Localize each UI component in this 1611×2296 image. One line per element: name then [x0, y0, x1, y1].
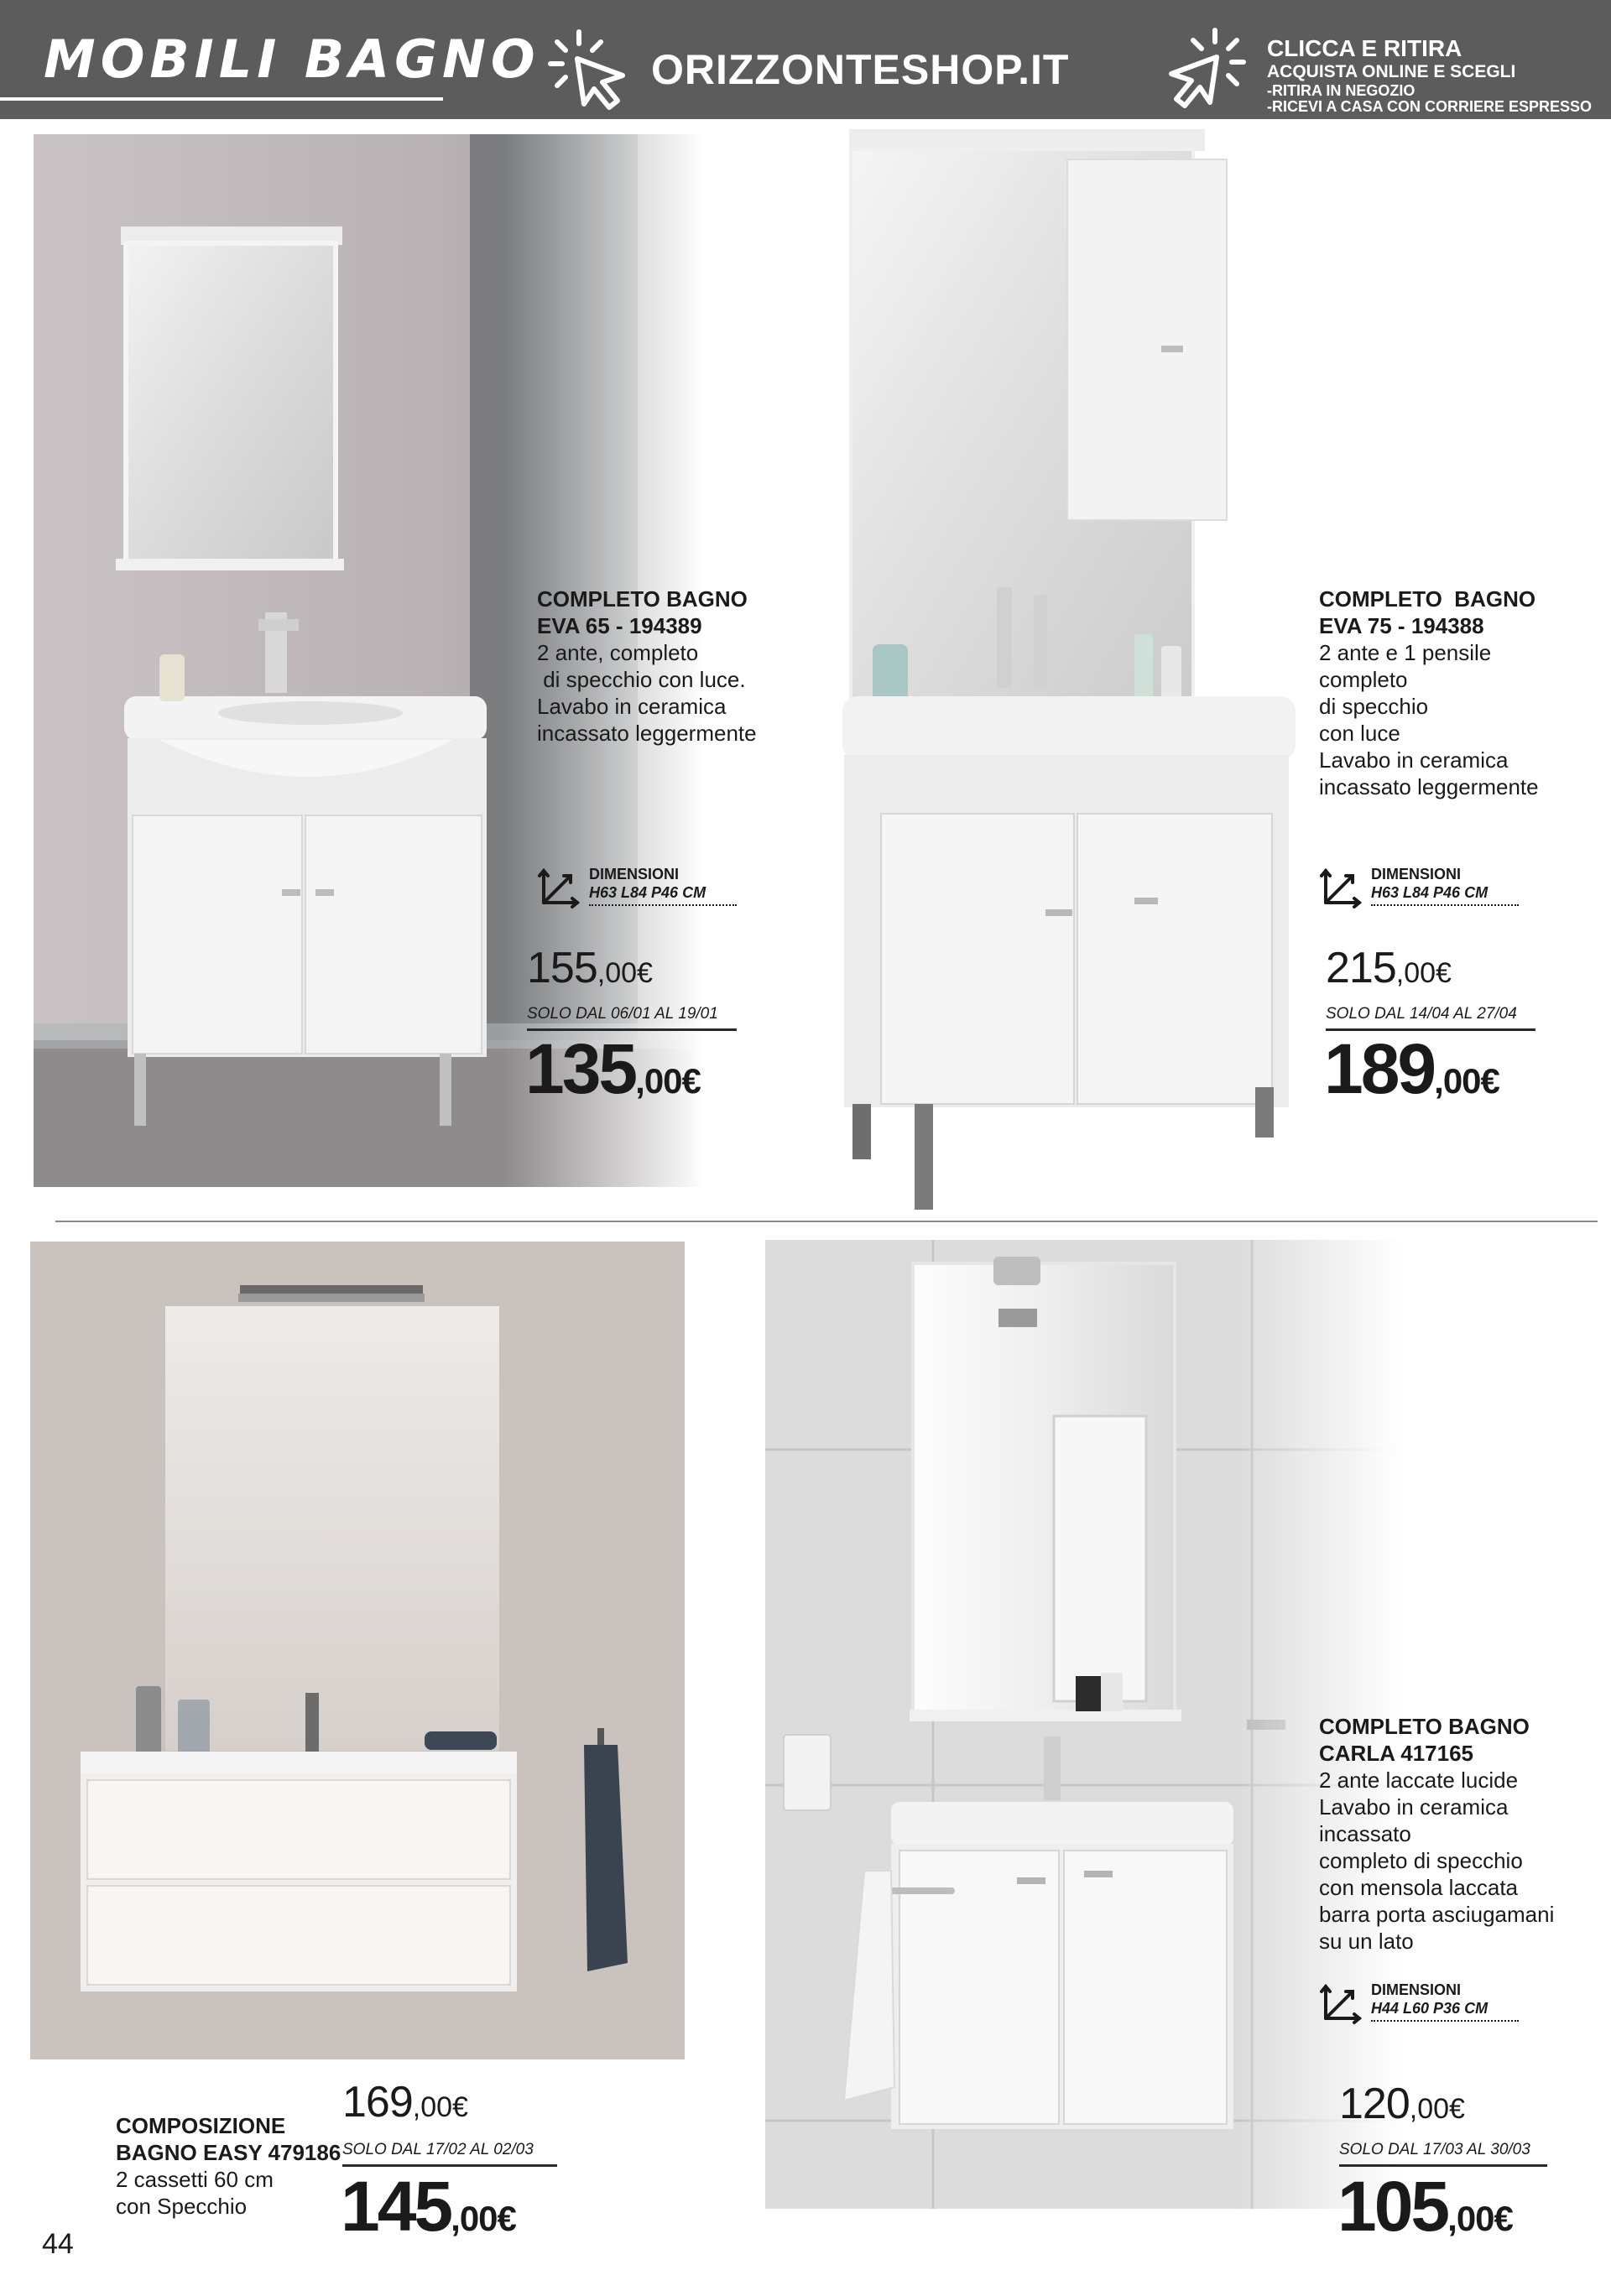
product-description — [537, 586, 757, 747]
site-link[interactable]: ORIZZONTESHOP.IT — [651, 46, 1070, 93]
dimensions-block — [1319, 1975, 1520, 2033]
old-price: 155,00€ — [527, 944, 653, 992]
product-title: COMPOSIZIONE — [116, 2113, 286, 2138]
old-price: 169,00€ — [342, 2078, 468, 2127]
dimensions-label: DIMENSIONI — [1371, 866, 1462, 882]
product-code: EVA 65 - 194389 — [537, 613, 702, 638]
click-collect-line: ACQUISTA ONLINE E SCEGLI — [1267, 62, 1516, 81]
product-feature: 2 cassetti 60 cm — [116, 2167, 274, 2192]
old-price: 215,00€ — [1326, 944, 1452, 992]
product-description — [1319, 586, 1539, 800]
dimensions-label: DIMENSIONI — [1371, 1981, 1462, 1998]
product-feature: barra porta asciugamani — [1319, 1902, 1555, 1927]
product-feature: Lavabo in ceramica — [537, 694, 727, 719]
product-feature: completo di specchio — [1319, 1848, 1523, 1873]
cursor-click-icon — [545, 27, 633, 114]
product-photo-easy — [30, 1242, 685, 2059]
product-feature: di specchio — [1319, 694, 1429, 719]
click-collect-line: -RITIRA IN NEGOZIO — [1267, 82, 1415, 99]
offer-period: SOLO DAL 14/04 AL 27/04 — [1326, 1005, 1535, 1031]
click-collect-title: CLICCA E RITIRA — [1267, 35, 1462, 61]
product-title: COMPLETO BAGNO — [1319, 1714, 1530, 1739]
dimensions-value: H63 L84 P46 CM — [589, 884, 737, 906]
dimensions-icon — [1319, 866, 1363, 909]
product-feature: di specchio con luce. — [537, 667, 746, 692]
product-feature: completo — [1319, 667, 1408, 692]
dimensions-value: H63 L84 P46 CM — [1371, 884, 1519, 906]
product-feature: incassato — [1319, 1821, 1411, 1846]
product-feature: 2 ante laccate lucide — [1319, 1768, 1519, 1793]
sale-price: 135,00€ — [525, 1029, 701, 1108]
dimensions-icon — [1319, 1981, 1363, 2025]
product-feature: incassato leggermente — [1319, 774, 1539, 799]
product-photo-carla — [765, 1240, 1403, 2209]
cursor-click-icon — [1161, 25, 1249, 112]
product-feature: con mensola laccata — [1319, 1875, 1519, 1900]
product-title: COMPLETO BAGNO — [1319, 586, 1536, 612]
offer-period: SOLO DAL 17/03 AL 30/03 — [1339, 2141, 1547, 2167]
offer-period: SOLO DAL 17/02 AL 02/03 — [342, 2141, 557, 2167]
dimensions-label: DIMENSIONI — [589, 866, 680, 882]
section-title: MOBILI BAGNO — [44, 29, 540, 90]
product-feature: su un lato — [1319, 1929, 1414, 1954]
dimensions-block — [537, 859, 738, 918]
title-underline — [0, 97, 443, 101]
product-title: COMPLETO BAGNO — [537, 586, 748, 612]
page-number: 44 — [42, 2228, 74, 2260]
click-collect-line: -RICEVI A CASA CON CORRIERE ESPRESSO — [1267, 98, 1593, 115]
dimensions-value: H44 L60 P36 CM — [1371, 2000, 1519, 2022]
product-feature: incassato leggermente — [537, 721, 757, 746]
page-header — [0, 0, 1611, 119]
sale-price: 145,00€ — [341, 2167, 516, 2246]
product-feature: con luce — [1319, 721, 1400, 746]
product-feature: Lavabo in ceramica — [1319, 747, 1509, 773]
dimensions-icon — [537, 866, 581, 909]
section-divider — [55, 1221, 1598, 1222]
product-feature: Lavabo in ceramica — [1319, 1794, 1509, 1820]
sale-price: 105,00€ — [1337, 2167, 1513, 2246]
offer-period: SOLO DAL 06/01 AL 19/01 — [527, 1005, 737, 1031]
product-code: EVA 75 - 194388 — [1319, 613, 1484, 638]
product-code: BAGNO EASY 479186 — [116, 2140, 341, 2165]
sale-price: 189,00€ — [1324, 1029, 1499, 1108]
product-feature: 2 ante e 1 pensile — [1319, 640, 1492, 665]
product-code: CARLA 417165 — [1319, 1741, 1474, 1766]
product-description — [116, 2112, 341, 2220]
product-description — [1319, 1713, 1554, 1955]
product-feature: con Specchio — [116, 2194, 248, 2219]
product-photo-eva75 — [836, 126, 1327, 1212]
old-price: 120,00€ — [1339, 2080, 1465, 2128]
dimensions-block — [1319, 859, 1520, 918]
product-feature: 2 ante, completo — [537, 640, 699, 665]
